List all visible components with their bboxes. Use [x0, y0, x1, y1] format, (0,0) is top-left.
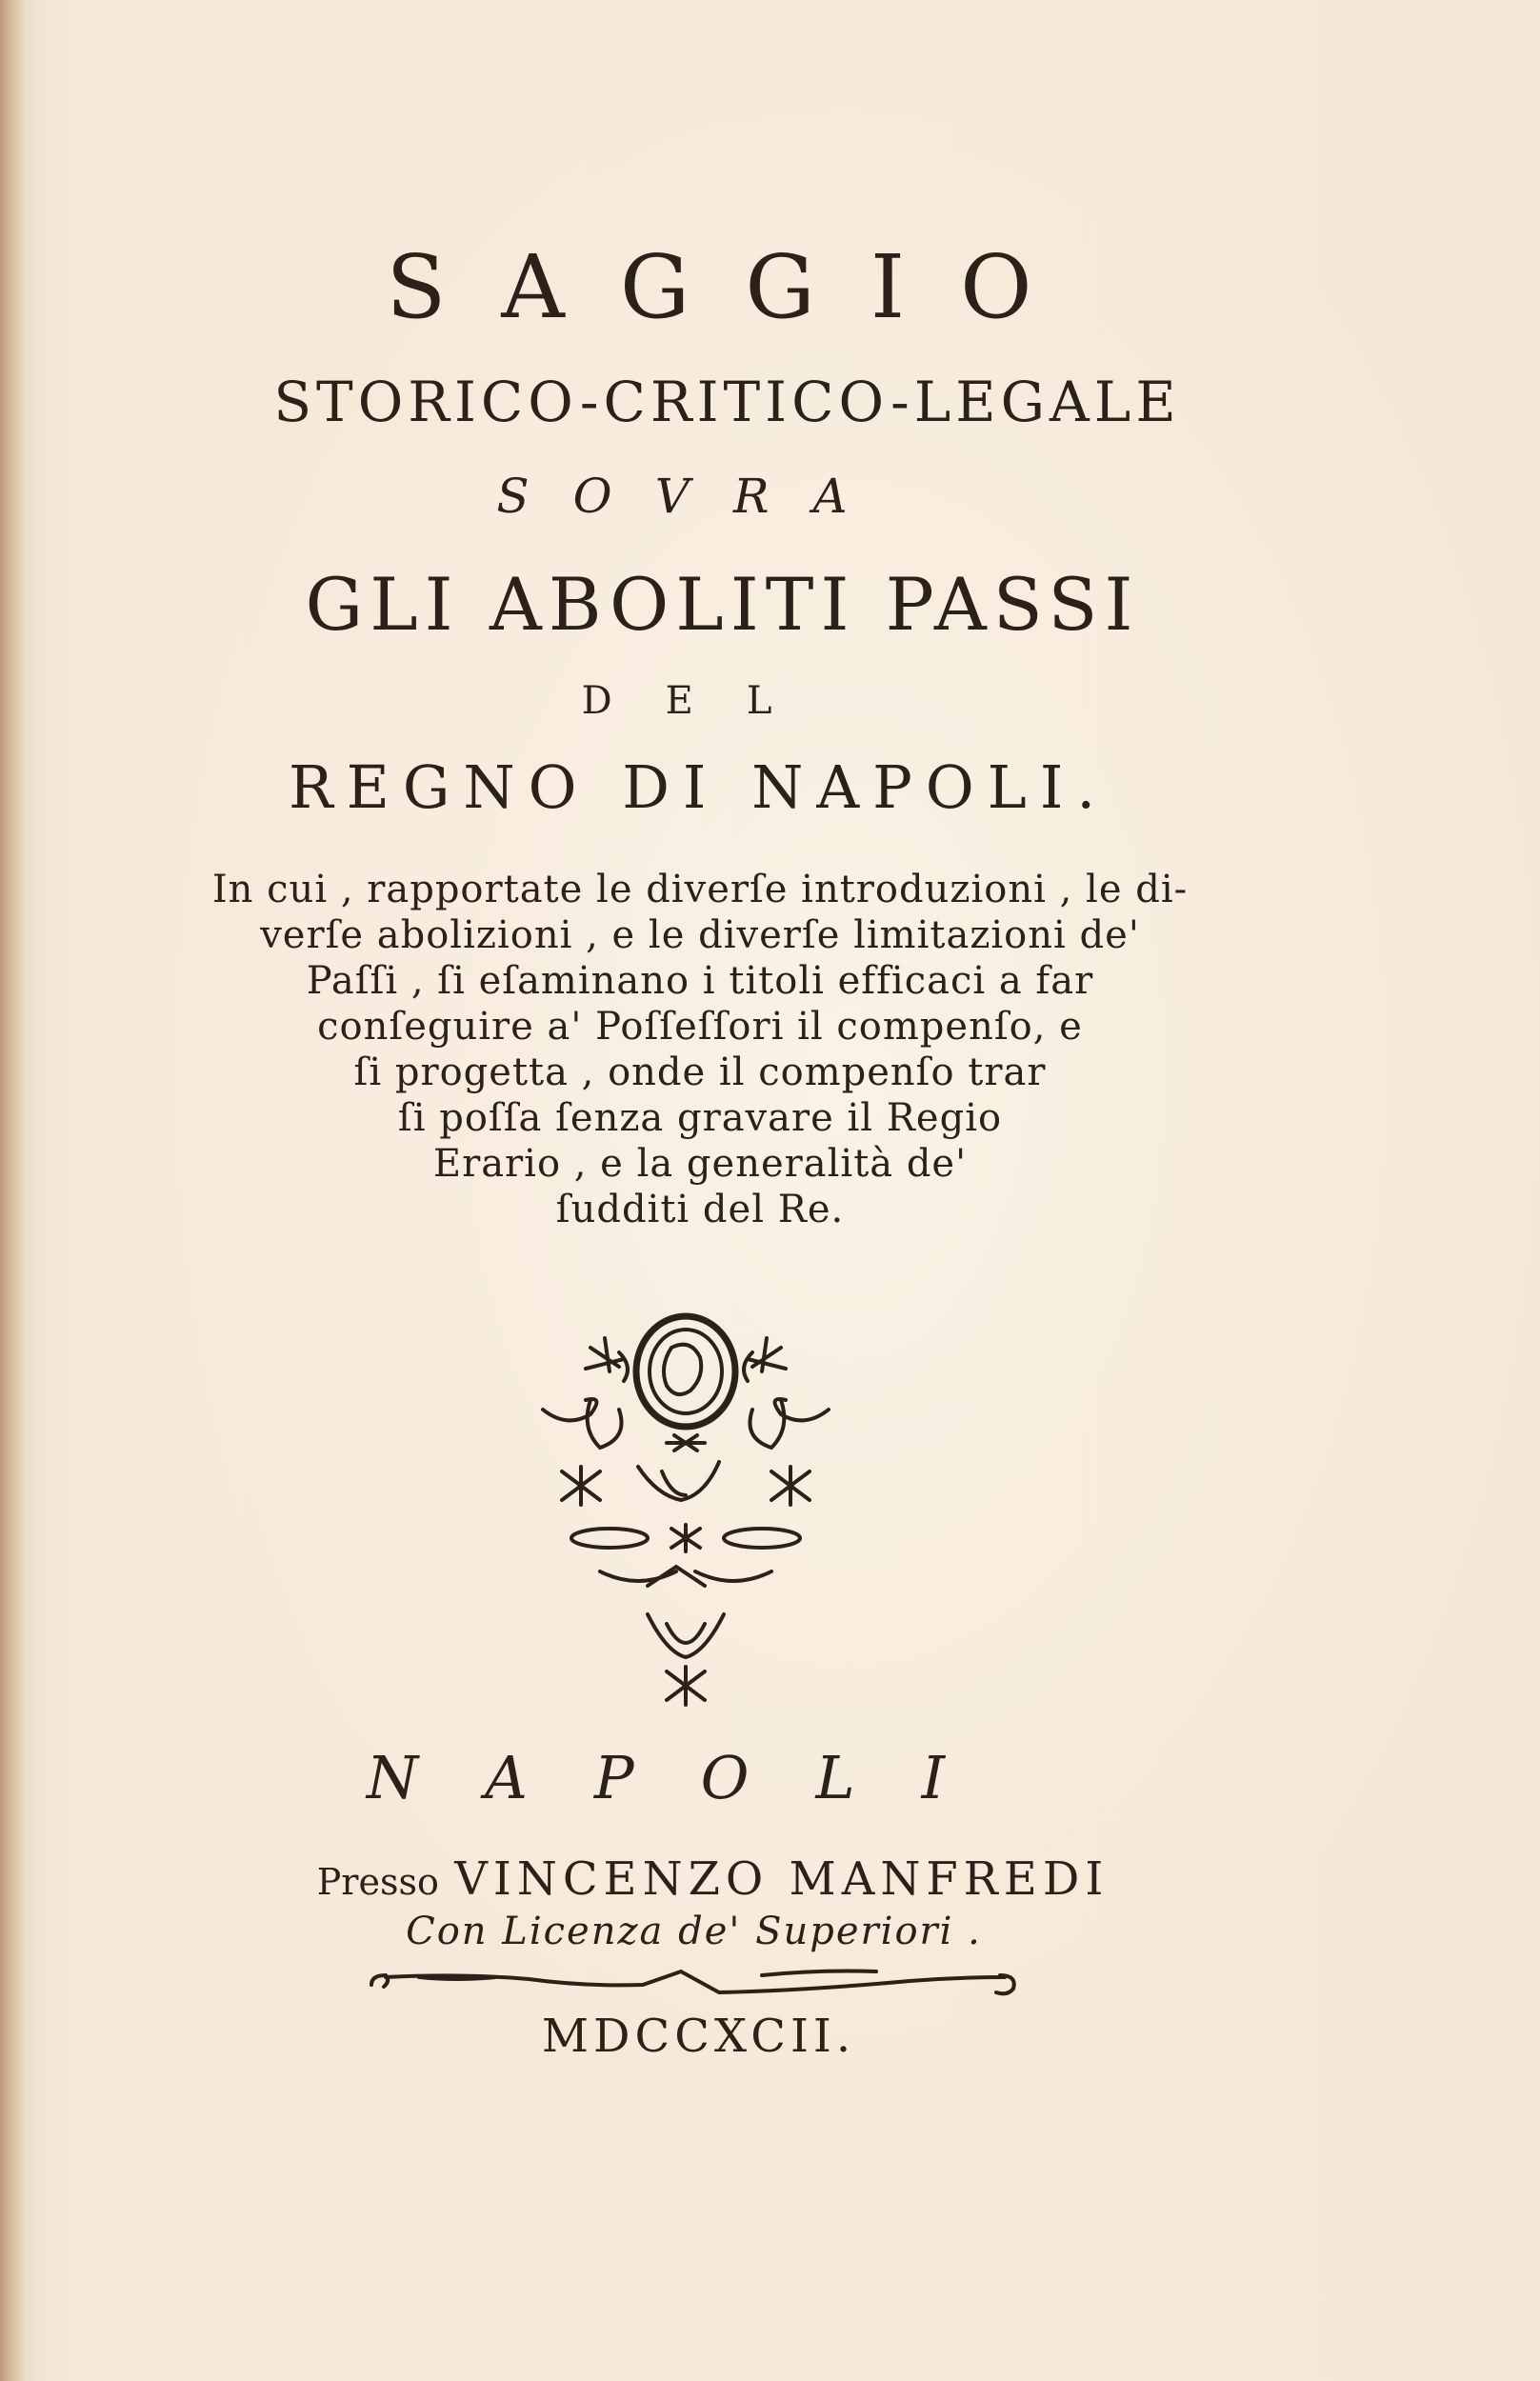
- license-line: Con Licenza de' Superiori .: [406, 1910, 982, 1953]
- printer-prefix: Presso: [316, 1861, 439, 1903]
- book-subtitle: STORICO-CRITICO-LEGALE: [273, 370, 1181, 434]
- description-line: ſi poſſa ſenza gravare il Regio: [397, 1096, 1003, 1140]
- title-article: DEL: [581, 679, 826, 723]
- publication-city: NAPOLI: [366, 1743, 1012, 1812]
- description-line: ſudditi del Re.: [555, 1188, 845, 1231]
- book-title: SAGGIO: [386, 236, 1088, 338]
- title-preposition: SOVRA: [496, 469, 891, 524]
- description-line: ſi progetta , onde il compenſo trar: [353, 1050, 1047, 1094]
- publication-year: MDCCXCII.: [541, 2010, 856, 2063]
- description-line: Paſſi , ſi eſaminano i titoli efficaci a far: [306, 959, 1094, 1003]
- description-line: verſe abolizioni , e le diverſe limitazioni de': [260, 913, 1140, 957]
- description-paragraph: [186, 867, 1214, 1232]
- printer-line: [0, 1852, 1540, 1906]
- description-line: Erario , e la generalità de': [432, 1142, 968, 1186]
- kingdom-title: REGNO DI NAPOLI.: [288, 752, 1110, 822]
- printer-name: VINCENZO MANFREDI: [454, 1852, 1110, 1906]
- main-title: GLI ABOLITI PASSI: [305, 562, 1140, 647]
- description-line: In cui , rapportate le diverſe introduzioni , le di-: [211, 868, 1189, 911]
- description-line: conſeguire a' Poſſeſſori il compenſo, e: [317, 1005, 1083, 1049]
- printers-ornament-icon: [505, 1310, 867, 1710]
- decorative-rule: [362, 1964, 1029, 2002]
